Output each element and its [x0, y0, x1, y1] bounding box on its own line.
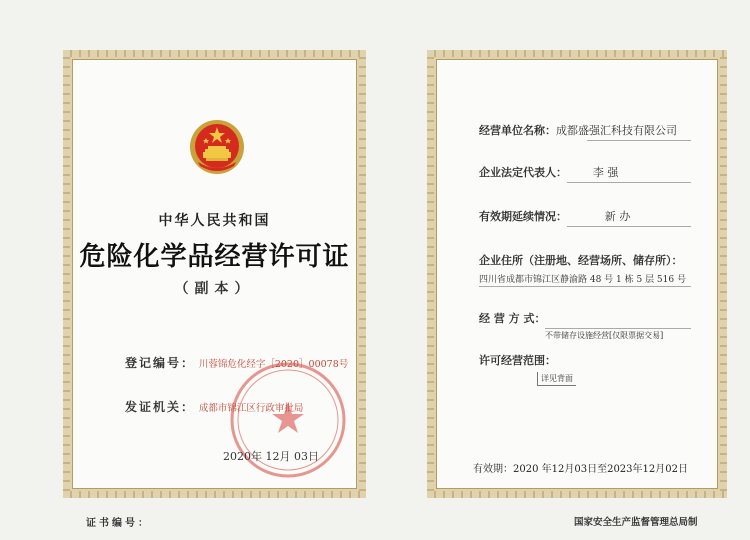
issuing-authority: 国家安全生产监督管理总局制 [574, 517, 698, 528]
mode-underline [545, 328, 691, 329]
legal-rep-row [479, 164, 618, 180]
extension-value: 新 办 [604, 210, 631, 223]
extension-row [479, 208, 630, 224]
address-value: 四川省成都市锦江区静渝路 48 号 1 栋 5 层 516 号 [479, 275, 686, 285]
mode-label: 经 营 方 式： [479, 312, 546, 325]
mode-value: 不带储存设施经营[仅限票据交易] [545, 331, 664, 340]
legal-rep-underline [567, 182, 691, 183]
certificate-left-page [63, 50, 366, 498]
mode-row [479, 310, 546, 326]
legal-rep-value: 李 强 [592, 166, 619, 179]
company-row [479, 122, 677, 138]
validity-period: 有效期：2020 年12月03日至2023年12月02日 [473, 464, 688, 475]
company-label: 经营单位名称： [479, 124, 556, 137]
issuer-row [125, 398, 303, 415]
scope-value: 详见背面 [537, 372, 576, 386]
scope-row [479, 352, 556, 368]
scope-label: 许可经营范围： [479, 354, 556, 367]
issuer-label: 发证机关： [125, 400, 196, 414]
registration-row [125, 354, 348, 371]
issue-date: 2020年 12月 03日 [223, 450, 319, 463]
extension-label: 有效期延续情况： [479, 210, 567, 223]
certificate-number-label: 证书编号： [86, 518, 151, 529]
company-value: 成都盛强汇科技有限公司 [556, 124, 677, 137]
national-emblem-icon [188, 118, 246, 176]
address-underline [479, 286, 691, 287]
certificate-subtitle: （副本） [174, 281, 255, 297]
certificate-right-page [427, 50, 727, 498]
address-label: 企业住所（注册地、经营场所、储存所）： [479, 254, 683, 267]
registration-value: 川蓉锦危化经字［2020］00078号 [198, 359, 349, 370]
extension-underline [567, 226, 691, 227]
issuer-value: 成都市锦江区行政审批局 [198, 403, 304, 414]
certificate-title: 危险化学品经营许可证 [79, 242, 350, 272]
right-page-inner [436, 59, 718, 489]
address-label-row [479, 252, 683, 268]
country-heading: 中华人民共和国 [158, 213, 271, 229]
legal-rep-label: 企业法定代表人： [479, 166, 567, 179]
company-underline [587, 140, 691, 141]
left-page-inner [72, 59, 357, 489]
registration-label: 登记编号： [125, 356, 196, 370]
